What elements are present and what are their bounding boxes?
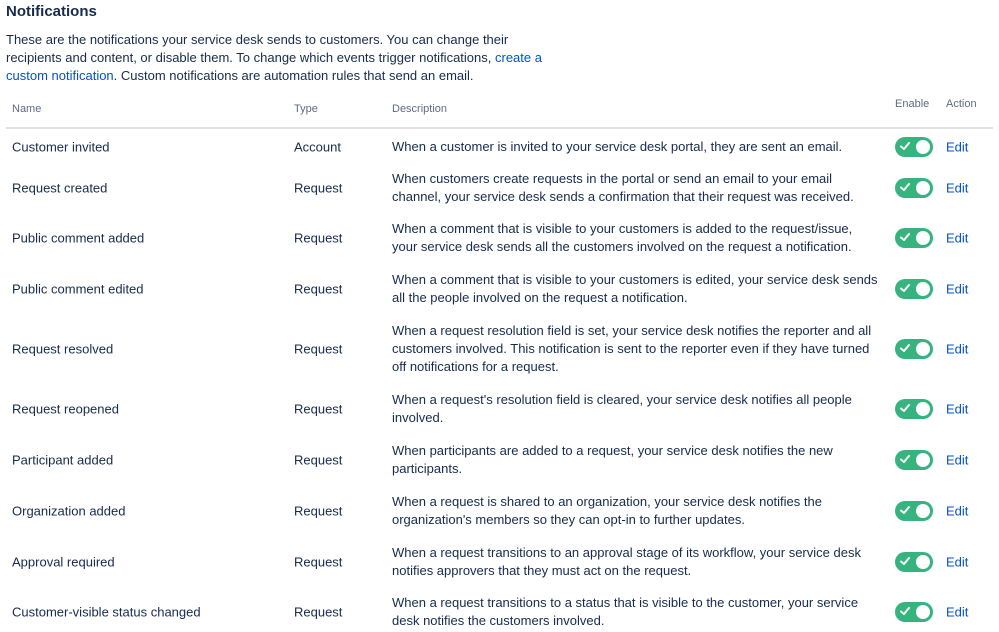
table-row [6, 129, 993, 164]
notification-description: When a request's resolution field is cleared, your service desk notifies all people involved. [392, 392, 852, 425]
table-row [6, 536, 993, 587]
edit-link[interactable]: Edit [946, 341, 969, 357]
notification-type: Request [294, 554, 343, 569]
enable-toggle[interactable] [895, 178, 933, 198]
edit-link[interactable]: Edit [946, 401, 969, 417]
check-icon [900, 403, 910, 413]
edit-link[interactable]: Edit [946, 139, 969, 154]
edit-link[interactable]: Edit [946, 503, 969, 518]
notification-description: When a customer is invited to your service desk portal, they are sent an email. [392, 138, 843, 154]
enable-toggle[interactable] [895, 602, 933, 622]
toggle-knob [916, 453, 930, 467]
notification-description: When a comment that is visible to your customers is added to the request/issue, your service desk sends all the customers involved on the request a notification. [392, 221, 853, 254]
notification-name: Public comment edited [12, 281, 144, 297]
enable-toggle[interactable] [895, 399, 933, 419]
intro-text-2: . Custom notifications are automation rules that send an email. [113, 68, 474, 83]
enable-toggle[interactable] [895, 279, 933, 299]
notification-description: When a request resolution field is set, your service desk notifies the reporter and all customers involved. This notification is sent to the reporter even if they have turned off notifications for a request. [392, 323, 872, 374]
notification-description: When customers create requests in the portal or send an email to your email channel, your service desk sends a confirmation that their request was received. [392, 171, 854, 204]
table-row [6, 434, 993, 485]
check-icon [900, 343, 910, 353]
table-header [6, 90, 993, 129]
notification-name: Approval required [12, 554, 115, 569]
notification-name: Public comment added [12, 230, 145, 246]
notification-type: Request [294, 230, 343, 246]
notification-type: Request [294, 604, 343, 620]
table-row [6, 264, 993, 314]
notification-name: Participant added [12, 452, 114, 467]
check-icon [900, 182, 910, 192]
page-intro [6, 31, 556, 85]
table-row [6, 485, 993, 536]
notification-type: Request [294, 281, 343, 297]
page-title: Notifications [6, 3, 97, 20]
column-header-type: Type [294, 103, 318, 115]
notification-type: Request [294, 180, 343, 196]
check-icon [900, 556, 910, 566]
notification-description: When a request transitions to a status that is visible to the customer, your service desk notifies the customers involved. [392, 595, 859, 628]
edit-link[interactable]: Edit [946, 604, 969, 620]
check-icon [900, 505, 910, 515]
notification-name: Customer invited [12, 139, 110, 154]
enable-toggle[interactable] [895, 552, 933, 572]
check-icon [900, 283, 910, 293]
notification-type: Request [294, 503, 343, 518]
notification-description: When participants are added to a request, your service desk notifies the new participants. [392, 442, 833, 476]
notification-description: When a request is shared to an organization, your service desk notifies the organization's members so they can opt-in to further updates. [392, 493, 822, 527]
table-row [6, 587, 993, 632]
toggle-knob [916, 504, 930, 518]
notification-type: Request [294, 452, 343, 467]
edit-link[interactable]: Edit [946, 554, 969, 569]
edit-link[interactable]: Edit [946, 452, 969, 467]
column-header-name: Name [12, 103, 42, 115]
enable-toggle[interactable] [895, 339, 933, 359]
edit-link[interactable]: Edit [946, 180, 969, 196]
edit-link[interactable]: Edit [946, 281, 969, 297]
notification-description: When a request transitions to an approval stage of its workflow, your service desk notifies approvers that they must act on the request. [392, 544, 861, 578]
table-row [6, 384, 993, 434]
column-header-enable: Enable [895, 98, 930, 110]
edit-link[interactable]: Edit [946, 230, 969, 246]
notification-name: Request created [12, 180, 108, 196]
toggle-knob [916, 342, 930, 356]
notification-name: Request reopened [12, 401, 119, 417]
table-row [6, 164, 993, 212]
column-header-action: Action [946, 98, 977, 110]
notification-name: Customer-visible status changed [12, 604, 201, 620]
table-row [6, 314, 993, 384]
enable-toggle[interactable] [895, 137, 933, 157]
toggle-knob [916, 605, 930, 619]
enable-toggle[interactable] [895, 228, 933, 248]
enable-toggle[interactable] [895, 450, 933, 470]
toggle-knob [916, 402, 930, 416]
toggle-knob [916, 555, 930, 569]
table-row [6, 212, 993, 264]
check-icon [900, 454, 910, 464]
notification-description: When a comment that is visible to your customers is edited, your service desk sends all the people involved on the request a notification. [392, 272, 878, 305]
notification-name: Organization added [12, 503, 126, 518]
toggle-knob [916, 140, 930, 154]
notification-name: Request resolved [12, 341, 114, 357]
toggle-knob [916, 181, 930, 195]
create-custom-notification-link[interactable]: create a custom notification [6, 50, 542, 83]
notifications-table [6, 90, 993, 632]
check-icon [900, 141, 910, 151]
intro-text-1: These are the notifications your service desk sends to customers. You can change their recipients and content, or disable them. To change which events trigger notifications, [6, 32, 509, 65]
enable-toggle[interactable] [895, 501, 933, 521]
column-header-description: Description [392, 103, 448, 115]
notification-type: Account [294, 139, 341, 154]
toggle-knob [916, 282, 930, 296]
check-icon [900, 232, 910, 242]
notification-type: Request [294, 401, 343, 417]
toggle-knob [916, 231, 930, 245]
notification-type: Request [294, 341, 343, 357]
check-icon [900, 606, 910, 616]
